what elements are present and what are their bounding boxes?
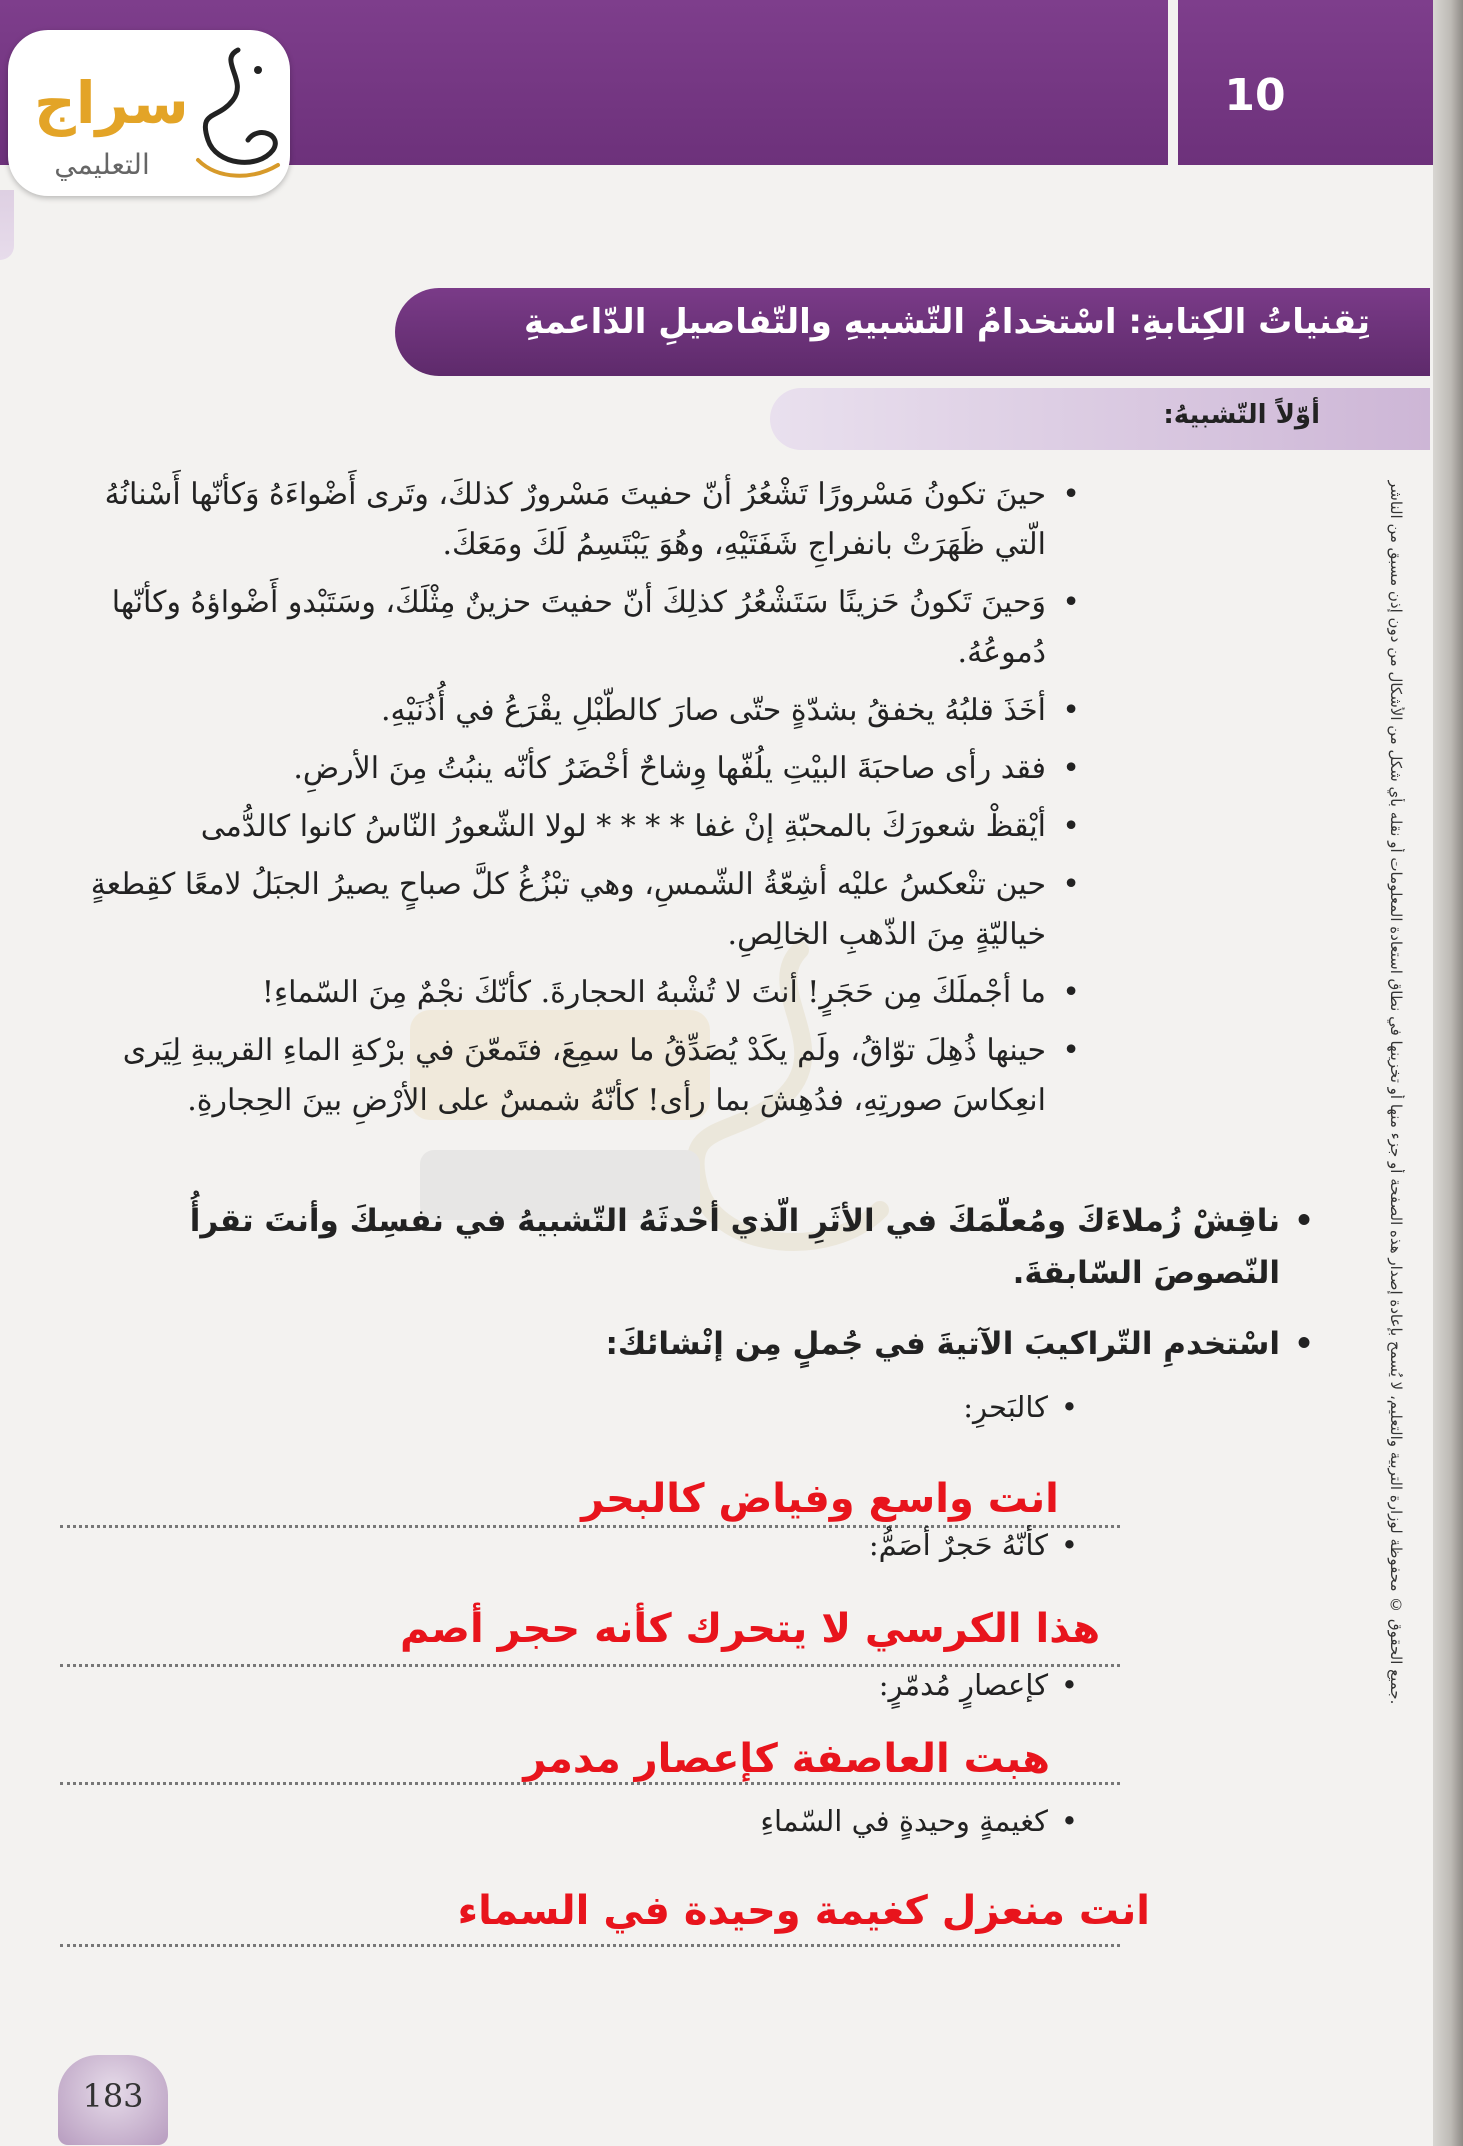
list-item: • ما أجْملَكَ مِن حَجَرٍ! أنتَ لا تُشْبهُ الحجارةَ. كأنّكَ نجْمٌ مِنَ السّماءِ! [80, 968, 1080, 1018]
answer-text[interactable]: انت منعزل كغيمة وحيدة في السماء [457, 1888, 1150, 1934]
subsection-title: أوّلاً التّشبيهُ: [1163, 400, 1320, 430]
unit-number: 10 [1224, 70, 1286, 121]
answer-line [60, 1944, 1120, 1947]
logo-title: سراج [34, 69, 189, 137]
page-number-badge [58, 2055, 168, 2145]
structure-phrase: • كإعصارٍ مُدمّرٍ: [879, 1668, 1078, 1702]
answer-line [60, 1782, 1120, 1785]
subsection-header [770, 388, 1430, 450]
exercise-instruction: • اسْتخدمِ التّراكيبَ الآتيةَ في جُملٍ مِن إنْشائكَ: [280, 1326, 1314, 1362]
structure-phrase: • كغيمةٍ وحيدةٍ في السّماءِ [760, 1804, 1078, 1838]
list-item: • حينَ تكونُ مَسْرورًا تَشْعُرُ أنّ حفيتَ مَسْرورٌ كذلكَ، وتَرى أَضْواءَهُ وَكأنّها أَسْنانُهُ الّتي ظَهَرَتْ بانفراجِ شَفَتَيْهِ، وهُوَ يَبْتَسِمُ لَكَ ومَعَكَ. [80, 470, 1080, 570]
list-item: • فقد رأى صاحبَةَ البيْتِ يلُفّها وِشاحٌ أخْضَرُ كأنّه ينبُتُ مِنَ الأرضِ. [80, 744, 1080, 794]
banner-divider [1168, 0, 1178, 165]
discussion-prompt: • ناقِشْ زُملاءَكَ ومُعلّمَكَ في الأثَرِ الّذي أحْدثَهُ التّشبيهُ في نفسِكَ وأنتَ تقرأُ النّصوصَ السّابقةَ. [80, 1195, 1314, 1299]
list-item: • حين تنْعكسُ عليْه أشِعّةُ الشّمسِ، وهي تبْزُغُ كلَّ صباحٍ يصيرُ الجبَلُ لامعًا كقِطعةٍ خياليّةٍ مِنَ الذّهبِ الخالِصِ. [80, 860, 1080, 960]
section-header [395, 288, 1430, 376]
structure-phrase: • كالبَحرِ: [963, 1390, 1078, 1424]
list-item: • أيْقظْ شعورَكَ بالمحبّةِ إنْ غفا * * * * لولا الشّعورُ النّاسُ كانوا كالدُّمى [80, 802, 1080, 852]
siraj-logo [8, 30, 290, 196]
page-number: 183 [82, 2077, 144, 2115]
answer-text[interactable]: انت واسع وفياض كالبحر [581, 1476, 1059, 1522]
answer-line [60, 1664, 1120, 1667]
list-item: • وَحينَ تَكونُ حَزينًا سَتَشْعُرُ كذلِكَ أنّ حفيتَ حزينٌ مِثْلَكَ، وسَتَبْدو أَضْواؤهُ وكأنّها دُموعُهُ. [80, 578, 1080, 678]
signature-icon [178, 40, 288, 190]
examples-list [80, 470, 1080, 1134]
section-title: تِقنياتُ الكِتابةِ: اسْتخدامُ التّشبيهِ والتّفاصيلِ الدّاعمةِ [524, 302, 1370, 342]
list-item: • أخَذَ قلبُهُ يخفقُ بشدّةٍ حتّى صارَ كالطّبْلِ يقْرَعُ في أُذُنَيْهِ. [80, 686, 1080, 736]
structure-phrase: • كأنّهُ حَجرٌ أصَمُّ: [869, 1528, 1078, 1562]
answer-text[interactable]: هذا الكرسي لا يتحرك كأنه حجر أصم [399, 1606, 1101, 1652]
list-item: • حينها ذُهِلَ توّاقُ، ولَم يكَدْ يُصَدِّقُ ما سمِعَ، فتَمعّنَ في برْكةِ الماءِ القريبةِ لِيَرى انعِكاسَ صورتِهِ، فدُهِشَ بما رأى! كأنّهُ شمسٌ على الأرْضِ بينَ الحِجارةِ. [80, 1026, 1080, 1126]
answer-text[interactable]: هبت العاصفة كإعصار مدمر [523, 1736, 1050, 1782]
page-edge [1433, 0, 1463, 2146]
logo-subtitle: التعليمي [54, 148, 150, 181]
copyright-note: جميع الحقوق © محفوظة لوزارة التربية والتعليم، لا يُسمح بإعادة إصدار هذه الصفحة أو جزء منها أو تخزينها في نطاق استعادة المعلومات أو نقله بأي شكل من الأشكال من دون إذن مسبق من الناشر. [1387, 480, 1405, 1705]
